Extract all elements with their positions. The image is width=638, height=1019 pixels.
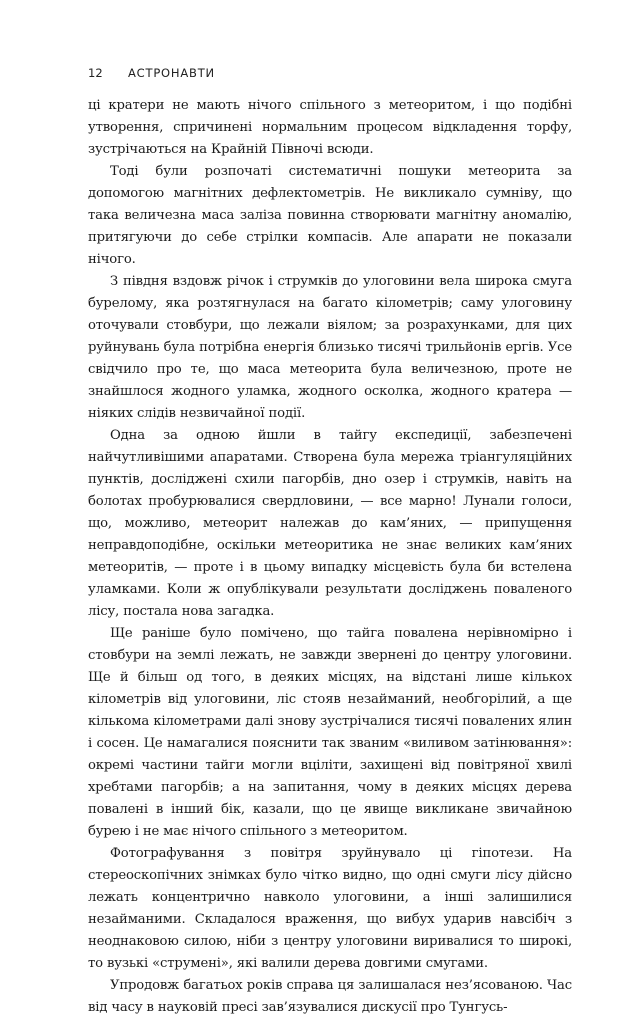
paragraph: Одна за одною йшли в тайгу експедиції, забезпечені найчутливішими апаратами. Створена була мережа тріангуляційних пунктів, досліджені схили пагорбів, дно озер і струмків, навіть на болотах пробурювалися свердловини, — все марно! Лунали голоси, що, можливо, метеорит належав до кам’яних, — припущення неправдоподібне, оскільки метеоритика не знає великих кам’яних метеоритів, — проте і в цьому випадку місцевість була би встелена уламками. Коли ж опублікували результати досліджень поваленого лісу, постала нова загадка. [88, 428, 572, 619]
paragraph: Ще раніше було помічено, що тайга повалена нерівномірно і стовбури на землі лежать, не завжди звернені до центру улоговини. Ще й більш од того, в деяких місцях, на відстані лише кількох кілометрів від улоговини, ліс стояв незайманий, необгорілий, а ще кількома кілометрами далі знову зустрічалися тисячі повалених ялин і сосен. Це намагалися пояснити так званим «виливом затінювання»: окремі частини тайги могли вціліти, захищені від повітряної хвилі хребтами пагорбів; а на запитання, чому в деяких місцях дерева повалені в інший бік, казали, що це явище викликане звичайною бурею і не має нічого спільного з метеоритом. [88, 626, 572, 839]
paragraph: Упродовж багатьох років справа ця залишалася нез’ясованою. Час від часу в науковій пресі зав’язувалися дискусії про Тунгусь- [88, 978, 572, 1015]
paragraph: ці кратери не мають нічого спільного з метеоритом, і що подібні утворення, спричинені нормальним процесом відкладення торфу, зустрічаються на Крайній Півночі всюди. [88, 98, 572, 157]
paragraph: Фотографування з повітря зруйнувало ці гіпотези. На стереоскопічних знімках було чітко видно, що одні смуги лісу дійсно лежать концентрично навколо улоговини, а інші залишилися незайманими. Складалося враження, що вибух ударив навсібіч з неоднаковою силою, ніби з центру улоговини виривалися то широкі, то вузькі «струмені», які валили дерева довгими смугами. [88, 846, 572, 971]
running-title: АСТРОНАВТИ [128, 66, 215, 80]
page-number: 12 [88, 66, 103, 80]
paragraph: Тоді були розпочаті систематичні пошуки метеорита за допомогою магнітних дефлектометрів. Не викликало сумніву, що така величезна маса заліза повинна створювати магнітну аномалію, притягуючи до себе стрілки компасів. Але апарати не показали нічого. [88, 164, 572, 267]
running-header [88, 66, 215, 80]
paragraph: З півдня вздовж річок і струмків до улоговини вела широка смуга бурелому, яка розтягнулася на багато кілометрів; саму улоговину оточували стовбури, що лежали віялом; за розрахунками, для цих руйнувань була потрібна енергія близько тисячі трильйонів ергів. Усе свідчило про те, що маса метеорита була величезною, проте не знайшлося жодного уламка, жодного осколка, жодного кратера — ніяких слідів незвичайної події. [88, 274, 572, 421]
page-body [88, 95, 572, 1019]
